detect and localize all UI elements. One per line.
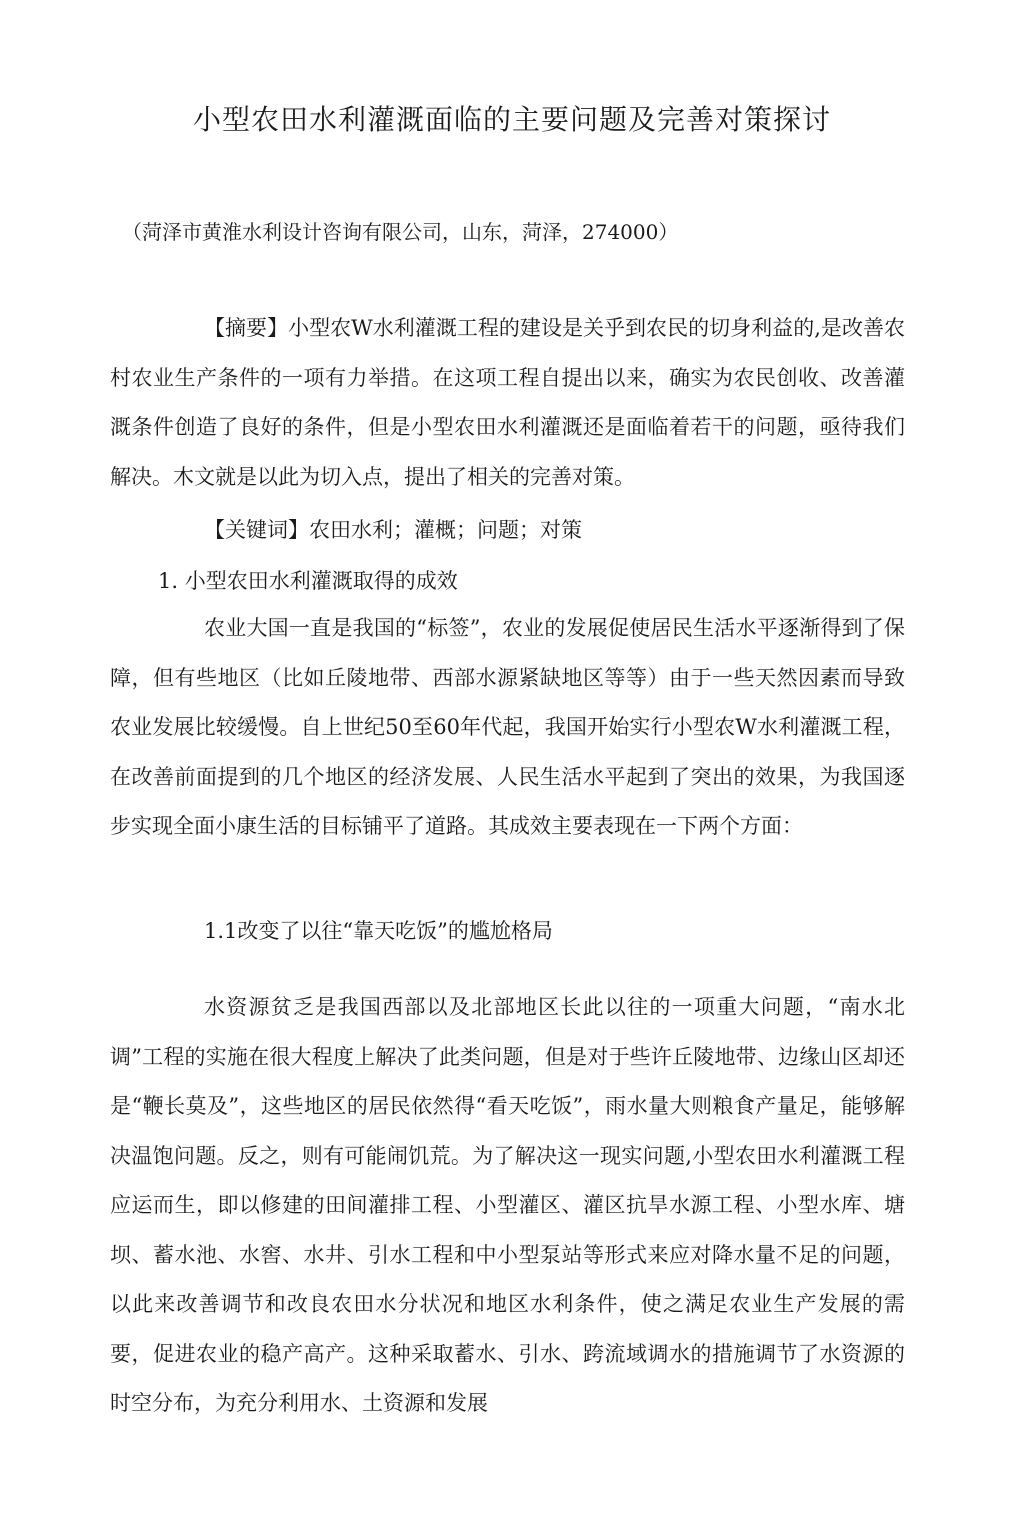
subsection-1-1-heading: 1.1改变了以往“靠天吃饭”的尴尬格局 xyxy=(204,919,553,943)
subsection-1-1-paragraph: 水资源贫乏是我国西部以及北部地区长此以往的一项重大问题，“南水北调”工程的实施在很大程度上解决了此类问题，但是对于些许丘陵地带、边缘山区却还是“鞭长莫及”，这些地区的居民依然得“看天吃饭”，雨水量大则粮食产量足，能够解决温饱问题。反之，则有可能闹饥荒。为了解决这一现实问题,小型农田水利灌溉工程应运而生，即以修建的田间灌排工程、小型灌区、灌区抗旱水源工程、小型水库、塘坝、蓄水池、水窖、水井、引水工程和中小型泵站等形式来应对降水量不足的问题，以此来改善调节和改良农田水分状况和地区水利条件，使之满足农业生产发展的需要，促进农业的稳产高产。这种采取蓄水、引水、跨流域调水的措施调节了水资源的时空分布，为充分利用水、土资源和发展 xyxy=(110,995,905,1415)
document-title: 小型农田水利灌溉面临的主要问题及完善对策探讨 xyxy=(192,103,831,136)
section-1-paragraph: 农业大国一直是我国的“标签”，农业的发展促使居民生活水平逐渐得到了保障，但有些地区（比如丘陵地带、西部水源紧缺地区等等）由于一些天然因素而导致农业发展比较缓慢。自上世纪50至60年代起，我国开始实行小型农W水利灌溉工程，在改善前面提到的几个地区的经济发展、人民生活水平起到了突出的效果，为我国逐步实现全面小康生活的目标铺平了道路。其成效主要表现在一下两个方面： xyxy=(110,616,905,838)
author-affiliation: （菏泽市黄淮水利设计咨询有限公司，山东，菏泽，274000） xyxy=(122,220,679,244)
keywords-line: 【关键词】农田水利；灌概；问题；对策 xyxy=(204,518,582,542)
abstract-paragraph: 【摘要】小型农W水利灌溉工程的建设是关乎到农民的切身利益的,是改善农村农业生产条件的一项有力举措。在这项工程自提出以来，确实为农民创收、改善灌溉条件创造了良好的条件，但是小型农田水利灌溉还是面临着若干的问题，亟待我们解决。木文就是以此为切入点，提出了相关的完善对策。 xyxy=(110,316,905,489)
section-1-heading: 1. 小型农田水利灌溉取得的成效 xyxy=(158,569,458,593)
